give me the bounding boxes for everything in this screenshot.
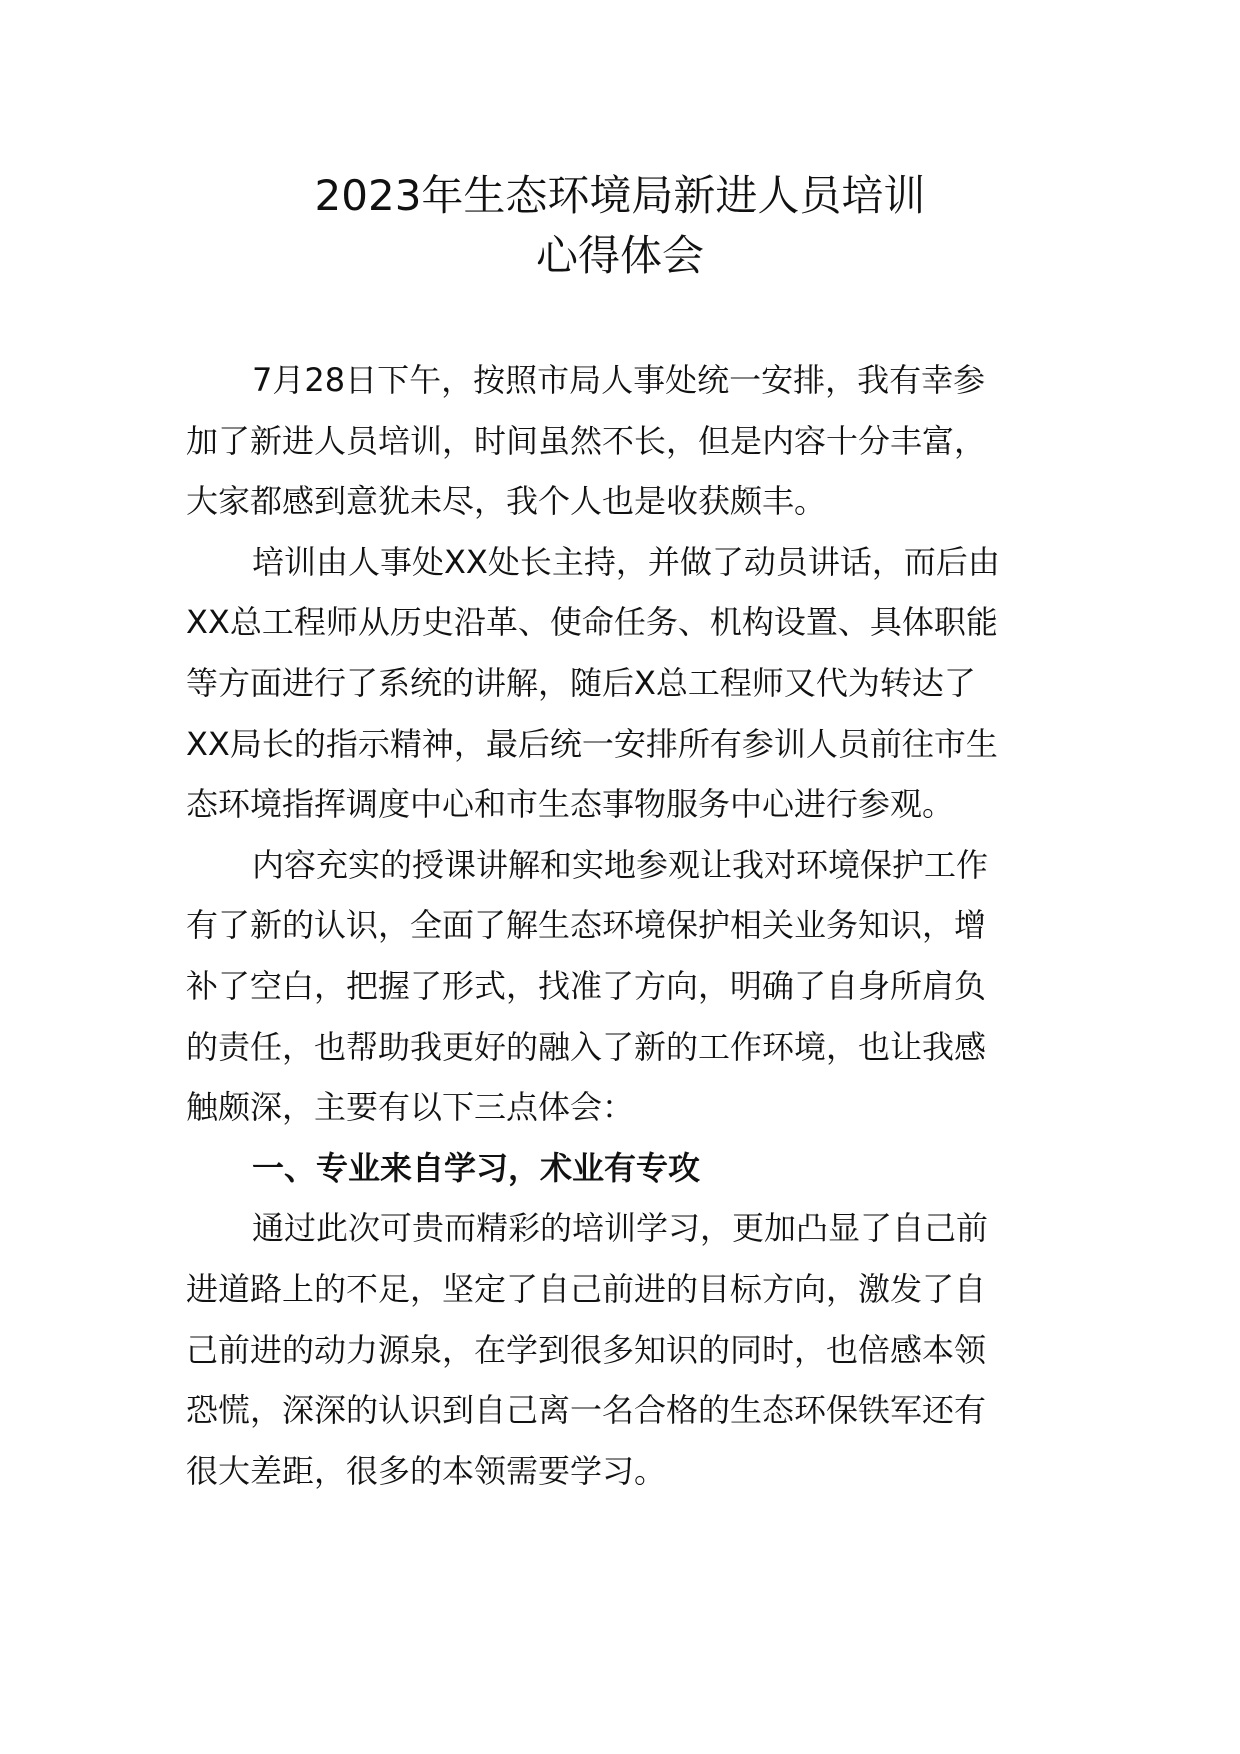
document-title-line-1: 2023年生态环境局新进人员培训 bbox=[314, 171, 926, 220]
paragraph-4-line-2: 进道路上的不足，坚定了自己前进的目标方向，激发了自 bbox=[186, 1269, 987, 1308]
paragraph-2-line-4: XX局长的指示精神，最后统一安排所有参训人员前往市生 bbox=[186, 724, 998, 763]
paragraph-4-line-3: 己前进的动力源泉，在学到很多知识的同时，也倍感本领 bbox=[186, 1330, 987, 1369]
paragraph-3-line-5: 触颇深，主要有以下三点体会： bbox=[186, 1088, 635, 1127]
paragraph-1-line-3: 大家都感到意犹未尽，我个人也是收获颇丰。 bbox=[186, 482, 827, 521]
paragraph-3-line-1: 内容充实的授课讲解和实地参观让我对环境保护工作 bbox=[252, 845, 989, 884]
paragraph-4-line-5: 很大差距，很多的本领需要学习。 bbox=[186, 1451, 667, 1490]
paragraph-1-line-2: 加了新进人员培训，时间虽然不长，但是内容十分丰富， bbox=[186, 421, 987, 460]
paragraph-2-line-5: 态环境指挥调度中心和市生态事物服务中心进行参观。 bbox=[186, 785, 955, 824]
paragraph-2-line-2: XX总工程师从历史沿革、使命任务、机构设置、具体职能 bbox=[186, 603, 998, 642]
paragraph-2-line-3: 等方面进行了系统的讲解，随后X总工程师又代为转达了 bbox=[186, 663, 976, 702]
paragraph-3-line-4: 的责任，也帮助我更好的融入了新的工作环境，也让我感 bbox=[186, 1027, 987, 1066]
paragraph-2-line-1: 培训由人事处XX处长主持，并做了动员讲话，而后由 bbox=[252, 542, 1000, 581]
document-title-line-2: 心得体会 bbox=[535, 231, 704, 280]
paragraph-4-line-1: 通过此次可贵而精彩的培训学习，更加凸显了自己前 bbox=[252, 1209, 989, 1248]
document-body bbox=[186, 350, 1056, 1501]
paragraph-3-line-3: 补了空白，把握了形式，找准了方向，明确了自身所肩负 bbox=[186, 966, 987, 1005]
paragraph-1-line-1: 7月28日下午，按照市局人事处统一安排，我有幸参 bbox=[252, 361, 986, 399]
paragraph-3-line-2: 有了新的认识，全面了解生态环境保护相关业务知识，增 bbox=[186, 906, 987, 945]
section-heading-1: 一、专业来自学习，术业有专攻 bbox=[252, 1148, 701, 1187]
paragraph-4-line-4: 恐慌，深深的认识到自己离一名合格的生态环保铁军还有 bbox=[186, 1391, 987, 1430]
